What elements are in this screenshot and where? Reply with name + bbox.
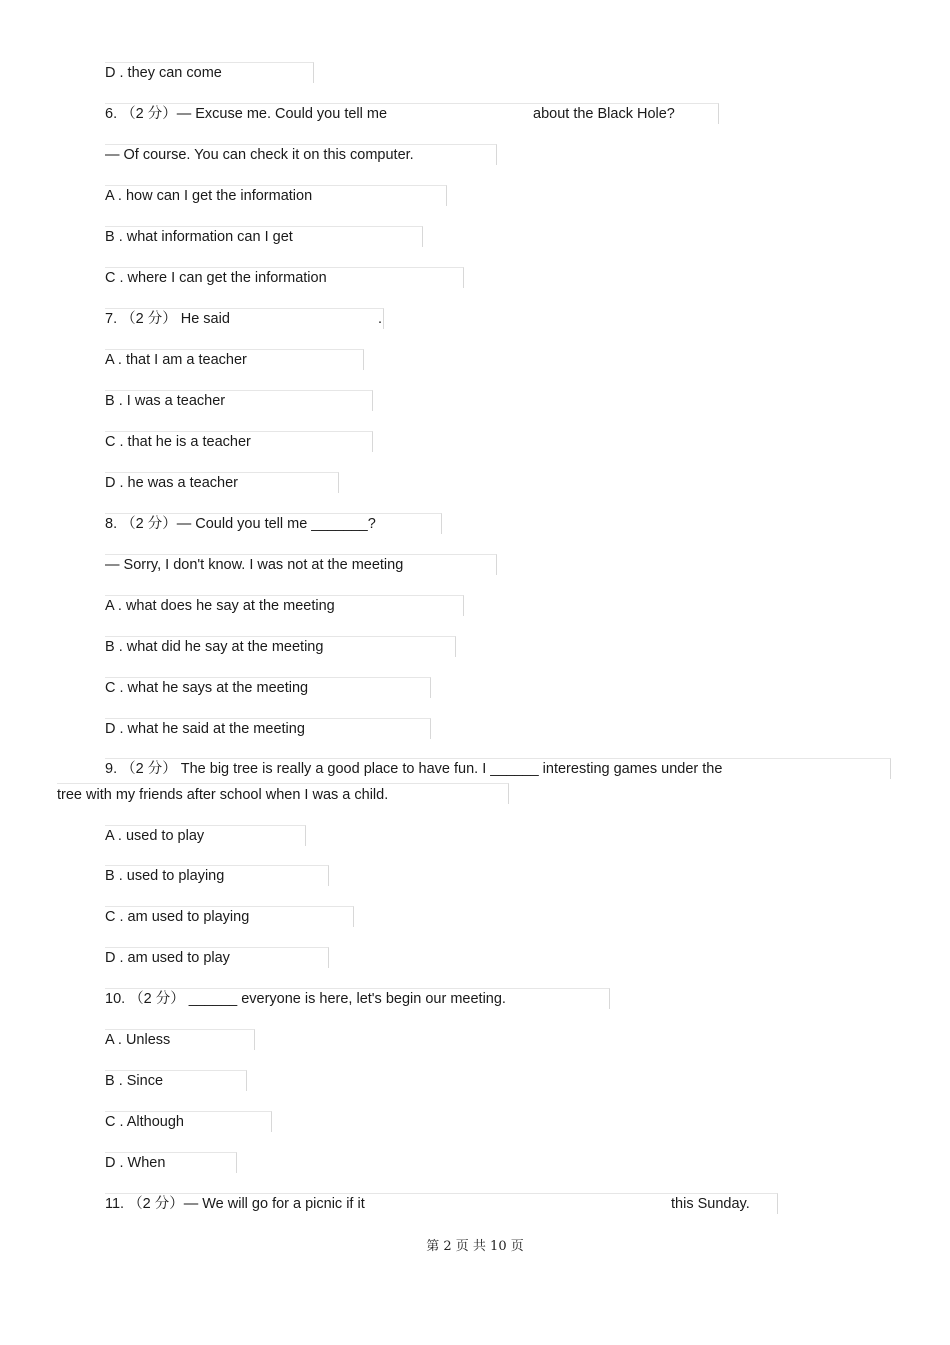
option-d: D . When xyxy=(105,1155,166,1171)
question-8-dialogue: — Sorry, I don't know. I was not at the meeting xyxy=(105,557,404,573)
option-a: A . used to play xyxy=(105,828,205,844)
option-c: C . that he is a teacher xyxy=(105,434,251,450)
question-8: 8. （2 分）— Could you tell me _______? xyxy=(105,516,376,532)
question-11-tail: this Sunday. xyxy=(671,1196,750,1212)
option-b: B . what did he say at the meeting xyxy=(105,639,324,655)
option-d: D . he was a teacher xyxy=(105,475,238,491)
question-10: 10. （2 分） ______ everyone is here, let's begin our meeting. xyxy=(105,991,506,1007)
question-9-cont: tree with my friends after school when I was a child. xyxy=(57,787,389,803)
option-d: D . am used to play xyxy=(105,950,230,966)
option-d: D . they can come xyxy=(105,65,222,81)
option-c: C . Although xyxy=(105,1114,184,1130)
option-c: C . what he says at the meeting xyxy=(105,680,309,696)
option-d: D . what he said at the meeting xyxy=(105,721,305,737)
question-11: 11. （2 分）— We will go for a picnic if it xyxy=(105,1196,365,1212)
option-a: A . Unless xyxy=(105,1032,171,1048)
option-c: C . am used to playing xyxy=(105,909,250,925)
option-a: A . that I am a teacher xyxy=(105,352,247,368)
option-b: B . used to playing xyxy=(105,868,225,884)
question-6-tail: about the Black Hole? xyxy=(533,106,675,122)
question-9: 9. （2 分） The big tree is really a good place to have fun. I ______ interesting games under the xyxy=(105,761,723,777)
question-7-tail: . xyxy=(378,311,383,327)
question-7: 7. （2 分） He said xyxy=(105,311,230,327)
page-footer: 第 2 页 共 10 页 xyxy=(426,1239,524,1254)
question-6-dialogue: — Of course. You can check it on this computer. xyxy=(105,147,414,163)
option-a: A . how can I get the information xyxy=(105,188,313,204)
option-b: B . Since xyxy=(105,1073,164,1089)
option-a: A . what does he say at the meeting xyxy=(105,598,335,614)
option-b: B . what information can I get xyxy=(105,229,293,245)
option-c: C . where I can get the information xyxy=(105,270,327,286)
option-b: B . I was a teacher xyxy=(105,393,226,409)
question-6: 6. （2 分）— Excuse me. Could you tell me xyxy=(105,106,388,122)
